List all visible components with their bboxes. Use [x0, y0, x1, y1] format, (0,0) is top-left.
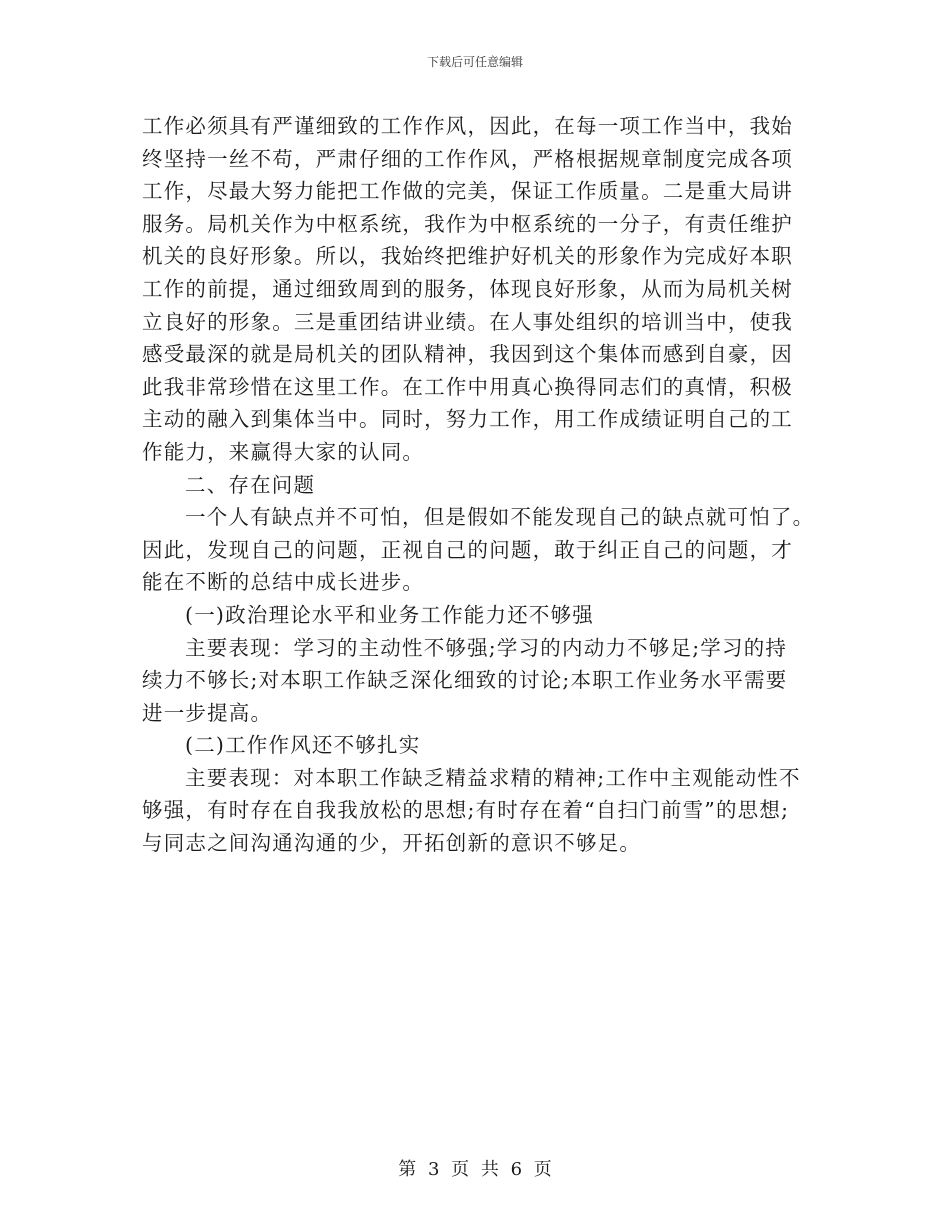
text-line: 工作必须具有严谨细致的工作作风，因此，在每一项工作当中，我始 — [142, 114, 793, 138]
text-line: 服务。局机关作为中枢系统，我作为中枢系统的一分子，有责任维护 — [142, 211, 793, 236]
text-line: (一)政治理论水平和业务工作能力还不够强 — [185, 602, 594, 627]
text-line: 主要表现：学习的主动性不够强;学习的内动力不够足;学习的持 — [185, 635, 788, 660]
text-line: 机关的良好形象。所以，我始终把维护好机关的形象作为完成好本职 — [142, 244, 793, 269]
text-line: 一个人有缺点并不可怕，但是假如不能发现自己的缺点就可怕了。 — [185, 505, 815, 530]
text-line: 二、存在问题 — [185, 472, 316, 497]
text-line: 工作的前提，通过细致周到的服务，体现良好形象，从而为局机关树 — [142, 276, 793, 301]
text-line: 此我非常珍惜在这里工作。在工作中用真心换得同志们的真情，积极 — [142, 374, 793, 399]
text-line: 感受最深的就是局机关的团队精神，我因到这个集体而感到自豪，因 — [142, 342, 793, 367]
text-line: 工作，尽最大努力能把工作做的完美，保证工作质量。二是重大局讲 — [142, 179, 793, 204]
text-line: 因此，发现自己的问题，正视自己的问题，敢于纠正自己的问题，才 — [142, 537, 793, 562]
text-line: 主要表现：对本职工作缺乏精益求精的精神;工作中主观能动性不 — [185, 765, 801, 790]
text-line: 够强，有时存在自我我放松的思想;有时存在着“自扫门前雪”的思想; — [142, 798, 790, 823]
text-line: 与同志之间沟通沟通的少，开拓创新的意识不够足。 — [142, 831, 642, 856]
text-line: 作能力，来赢得大家的认同。 — [142, 439, 425, 464]
text-line: 立良好的形象。三是重团结讲业绩。在人事处组织的培训当中，使我 — [142, 309, 793, 334]
page-header: 下载后可任意编辑 — [426, 55, 523, 69]
text-line: 续力不够长;对本职工作缺乏深化细致的讨论;本职工作业务水平需要 — [142, 668, 788, 693]
text-line: 主动的融入到集体当中。同时，努力工作，用工作成绩证明自己的工 — [142, 407, 793, 432]
text-line: 能在不断的总结中成长进步。 — [142, 570, 425, 595]
text-line: (二)工作作风还不够扎实 — [185, 733, 421, 758]
page-footer: 第 3 页 共 6 页 — [398, 1159, 552, 1180]
text-line: 终坚持一丝不苟，严肃仔细的工作作风，严格根据规章制度完成各项 — [142, 146, 793, 171]
document-body — [142, 110, 815, 860]
text-line: 进一步提高。 — [142, 700, 273, 725]
